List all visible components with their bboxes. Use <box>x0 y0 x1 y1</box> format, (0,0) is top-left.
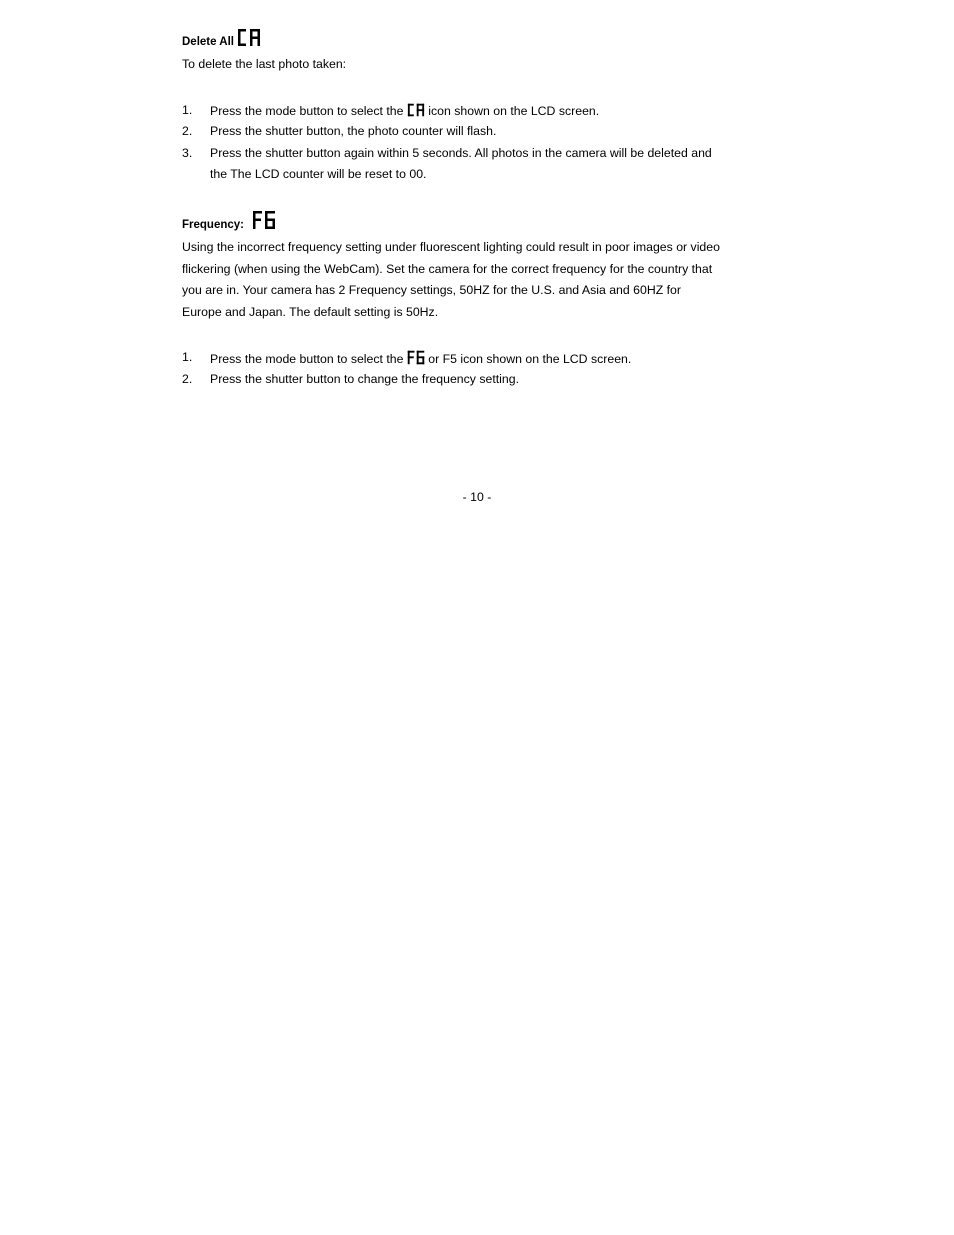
step-text: Press the mode button to select the <box>210 104 404 118</box>
frequency-paragraph-line-1: Using the incorrect frequency setting under fluorescent lighting could result in poor images or video <box>182 240 720 254</box>
list-number: 2. <box>182 124 193 138</box>
list-number: 1. <box>182 103 193 117</box>
lcd-ca-icon <box>407 103 425 117</box>
frequency-heading <box>182 210 276 231</box>
delete-all-heading-text: Delete All <box>182 36 234 48</box>
delete-all-intro: To delete the last photo taken: <box>182 57 347 71</box>
step-text-after-icon: icon shown on the LCD screen. <box>428 104 600 118</box>
frequency-paragraph-line-3: you are in. Your camera has 2 Frequency settings, 50HZ for the U.S. and Asia and 60HZ for <box>182 283 681 297</box>
page-number: - 10 - <box>462 490 492 504</box>
lcd-f6-icon <box>252 210 276 230</box>
lcd-ca-icon <box>237 28 261 47</box>
lcd-f6-icon <box>407 350 425 365</box>
list-number: 2. <box>182 372 193 386</box>
frequency-heading-text: Frequency: <box>182 219 244 231</box>
step-text: Press the shutter button, the photo counter will flash. <box>210 124 497 138</box>
list-number: 3. <box>182 146 193 160</box>
frequency-paragraph-line-4: Europe and Japan. The default setting is 50Hz. <box>182 305 439 319</box>
step-text: the The LCD counter will be reset to 00. <box>210 167 427 181</box>
list-number: 1. <box>182 350 193 364</box>
step-text-after-icon: or F5 icon shown on the LCD screen. <box>428 352 632 366</box>
step-text: Press the mode button to select the <box>210 352 404 366</box>
delete-all-heading <box>182 28 261 48</box>
frequency-paragraph-line-2: flickering (when using the WebCam). Set the camera for the correct frequency for the country that <box>182 262 713 276</box>
step-text: Press the shutter button to change the frequency setting. <box>210 372 519 386</box>
step-text: Press the shutter button again within 5 seconds. All photos in the camera will be deleted and <box>210 146 712 160</box>
